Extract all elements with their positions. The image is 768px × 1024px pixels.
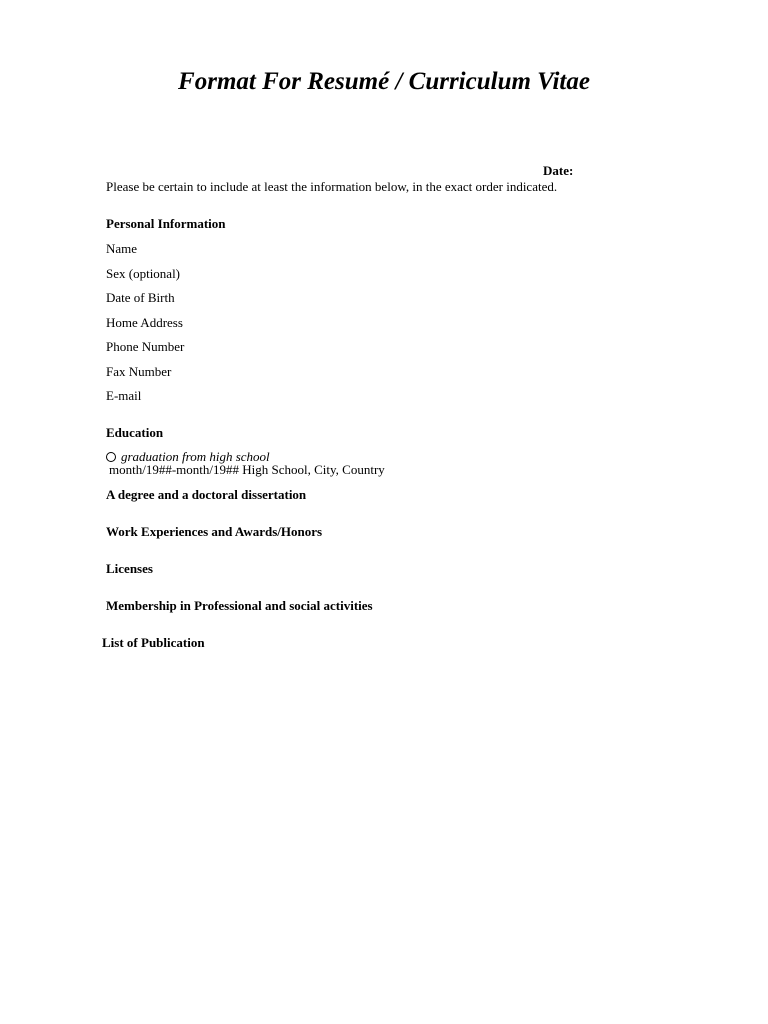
education-heading: Education xyxy=(106,425,164,440)
intro-text: Please be certain to include at least the information below, in the exact order indicated. xyxy=(106,179,558,194)
field-phone-number: Phone Number xyxy=(106,339,185,354)
degree-heading: A degree and a doctoral dissertation xyxy=(106,487,307,502)
education-item-label: graduation from high school xyxy=(121,449,270,464)
field-email: E-mail xyxy=(106,388,142,403)
radio-circle-icon xyxy=(106,452,116,462)
field-home-address: Home Address xyxy=(106,315,183,330)
document-title: Format For Resumé / Curriculum Vitae xyxy=(178,68,590,95)
field-name: Name xyxy=(106,241,138,256)
field-date-of-birth: Date of Birth xyxy=(106,290,175,305)
field-fax-number: Fax Number xyxy=(106,364,172,379)
licenses-heading: Licenses xyxy=(106,561,153,576)
field-sex: Sex (optional) xyxy=(106,266,181,281)
education-item-detail: month/19##-month/19## High School, City, Country xyxy=(109,462,385,477)
date-label: Date: xyxy=(543,163,574,178)
membership-heading: Membership in Professional and social activities xyxy=(106,598,373,613)
personal-information-heading: Personal Information xyxy=(106,216,226,231)
publications-heading: List of Publication xyxy=(102,635,205,650)
work-experience-heading: Work Experiences and Awards/Honors xyxy=(106,524,323,539)
